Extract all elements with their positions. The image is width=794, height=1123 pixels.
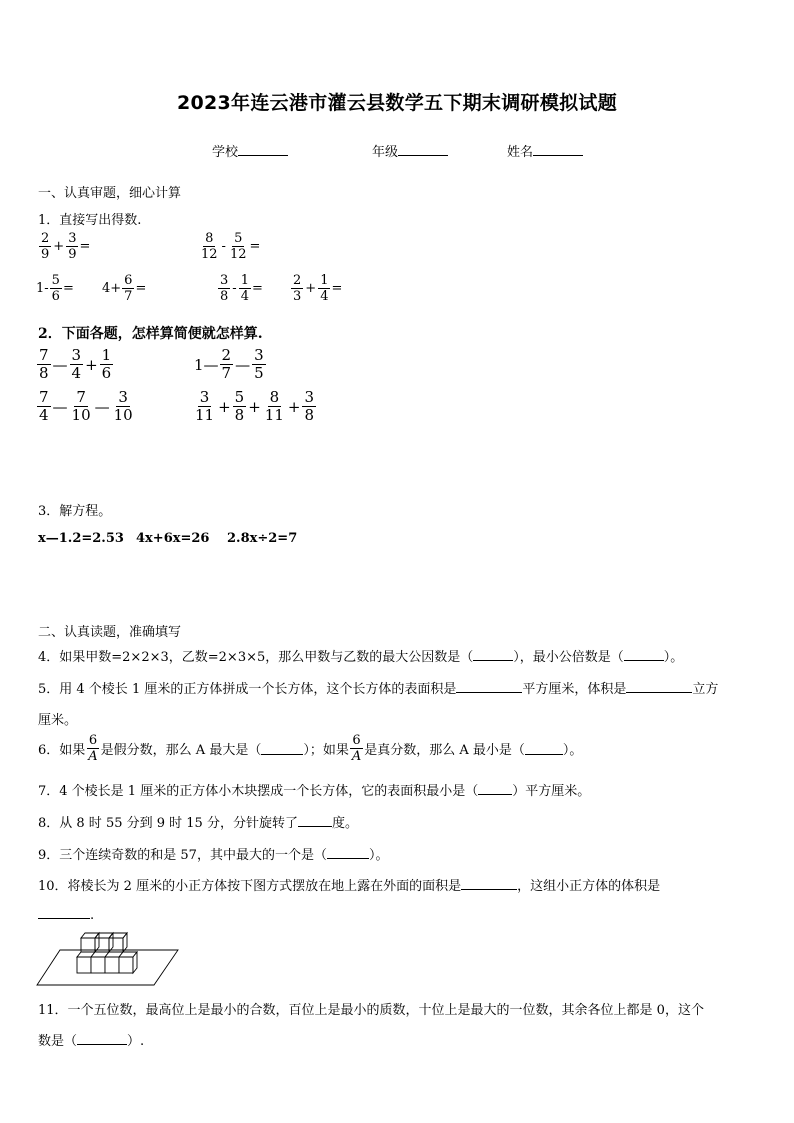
q1-item-a xyxy=(38,232,90,261)
fraction xyxy=(70,348,84,381)
operator: + xyxy=(85,355,98,374)
numerator: 7 xyxy=(39,346,49,364)
grade-blank[interactable] xyxy=(398,143,448,156)
numerator: 7 xyxy=(76,388,86,406)
equals-sign: = xyxy=(249,239,261,254)
denominator: 3 xyxy=(293,289,302,304)
q5-text: 5．用 4 个棱长 1 厘米的正方体拼成一个长方体，这个长方体的表面积是 xyxy=(38,682,457,697)
q7-text: 7．4 个棱长是 1 厘米的正方体小木块摆成一个长方体，它的表面积最小是（ xyxy=(38,784,479,799)
fraction xyxy=(37,348,51,381)
fraction xyxy=(100,348,114,381)
denominator: 4 xyxy=(39,406,49,424)
q11-text: ）. xyxy=(127,1034,145,1049)
numerator: 3 xyxy=(199,388,210,406)
q6-text: 是假分数，那么 A 最大是（ xyxy=(100,743,262,758)
operator: - xyxy=(232,281,237,296)
fraction xyxy=(239,274,251,303)
numerator: 6 xyxy=(124,273,133,288)
numerator: 1 xyxy=(240,273,249,288)
denominator: 11 xyxy=(195,406,215,424)
fraction xyxy=(199,232,220,261)
q2-item-b xyxy=(194,348,267,381)
fraction xyxy=(218,274,230,303)
fraction xyxy=(233,390,247,423)
answer-blank[interactable] xyxy=(38,906,90,919)
q6-text: ）；如果 xyxy=(303,743,349,758)
page-title: 2023年连云港市灌云县数学五下期末调研模拟试题 xyxy=(176,92,618,114)
operator: + xyxy=(287,397,301,416)
q1-label: 1．直接写出得数. xyxy=(38,213,142,228)
answer-blank[interactable] xyxy=(261,742,303,755)
q2-label: 2．下面各题，怎样算简便就怎样算. xyxy=(38,326,263,342)
equals-sign: = xyxy=(135,281,147,296)
q3-label: 3．解方程。 xyxy=(38,504,112,519)
prefix: 1- xyxy=(36,281,49,296)
section1-heading: 一、认真审题，细心计算 xyxy=(38,186,182,201)
numerator: 2 xyxy=(41,231,50,246)
denominator: 12 xyxy=(229,247,247,262)
name-label: 姓名 xyxy=(507,145,534,160)
numerator: 8 xyxy=(269,388,280,406)
fraction xyxy=(318,274,330,303)
grade-label: 年级 xyxy=(372,145,399,160)
operator: — xyxy=(52,355,68,374)
q9-text: ）。 xyxy=(368,848,389,863)
fraction xyxy=(302,390,316,423)
numerator: 5 xyxy=(234,231,243,246)
numerator: 3 xyxy=(254,346,264,364)
answer-blank[interactable] xyxy=(525,742,563,755)
q3-equation-3: 2.8x÷2=7 xyxy=(227,531,298,546)
q5-text: 立方 xyxy=(692,682,719,697)
q1-item-c xyxy=(36,274,74,303)
q1-item-f xyxy=(290,274,342,303)
answer-blank[interactable] xyxy=(77,1032,127,1045)
operator: + xyxy=(248,397,261,416)
question-7 xyxy=(38,780,590,799)
q5-continuation: 厘米。 xyxy=(38,713,78,728)
denominator: 11 xyxy=(264,406,284,424)
denominator: 7 xyxy=(124,289,133,304)
q11-text: 数是（ xyxy=(38,1034,78,1049)
denominator: 8 xyxy=(304,406,315,424)
question-10 xyxy=(38,875,660,894)
question-4 xyxy=(38,646,683,665)
operator: - xyxy=(221,239,226,254)
q8-text: 度。 xyxy=(331,816,358,831)
operator: + xyxy=(218,397,231,416)
q1-item-e xyxy=(217,274,263,303)
denominator: 4 xyxy=(240,289,249,304)
operator: — xyxy=(235,355,251,374)
equals-sign: = xyxy=(251,281,263,296)
answer-blank[interactable] xyxy=(456,680,522,693)
q2-item-a xyxy=(36,348,114,381)
denominator: 9 xyxy=(68,247,77,262)
fraction xyxy=(86,734,99,763)
fraction xyxy=(39,232,51,261)
denominator: A xyxy=(351,749,362,764)
q10-continuation xyxy=(38,906,94,923)
denominator: 8 xyxy=(39,364,49,382)
q2-item-d xyxy=(192,390,317,423)
denominator: 4 xyxy=(320,289,329,304)
numerator: 3 xyxy=(118,388,128,406)
numerator: 1 xyxy=(320,273,329,288)
denominator: 6 xyxy=(101,364,112,382)
denominator: 10 xyxy=(71,406,91,424)
denominator: 10 xyxy=(113,406,133,424)
denominator: 8 xyxy=(234,406,245,424)
answer-blank[interactable] xyxy=(473,648,513,661)
school-field[interactable] xyxy=(212,141,288,160)
question-11: 11．一个五位数，最高位上是最小的合数，百位上是最小的质数，十位上是最大的一位数，其余各位上都是 0，这个 xyxy=(38,1003,704,1018)
q1-item-d xyxy=(102,274,146,303)
denominator: 5 xyxy=(254,364,264,382)
fraction xyxy=(252,348,266,381)
numerator: 6 xyxy=(352,733,361,748)
numerator: 3 xyxy=(68,231,77,246)
q7-text: ）平方厘米。 xyxy=(512,784,591,799)
numerator: 6 xyxy=(88,733,98,748)
name-blank[interactable] xyxy=(533,143,583,156)
fraction xyxy=(112,390,135,423)
fraction xyxy=(263,390,286,423)
school-blank[interactable] xyxy=(238,143,288,156)
answer-blank[interactable] xyxy=(327,846,369,859)
answer-blank[interactable] xyxy=(624,648,664,661)
fraction xyxy=(193,390,216,423)
denominator: 8 xyxy=(220,289,229,304)
numerator: 2 xyxy=(293,273,302,288)
denominator: 6 xyxy=(51,289,60,304)
denominator: 4 xyxy=(71,364,82,382)
prefix: 1— xyxy=(194,355,219,374)
numerator: 1 xyxy=(101,346,112,364)
answer-blank[interactable] xyxy=(298,814,332,827)
prefix: 4+ xyxy=(102,281,122,296)
equals-sign: = xyxy=(79,239,91,254)
fraction xyxy=(37,390,51,423)
operator: — xyxy=(52,397,68,416)
denominator: 9 xyxy=(41,247,50,262)
denominator: 12 xyxy=(201,247,218,262)
denominator: 7 xyxy=(221,364,232,382)
numerator: 3 xyxy=(71,346,82,364)
fraction xyxy=(50,274,62,303)
question-8 xyxy=(38,812,358,831)
q10-text: . xyxy=(90,908,95,923)
denominator: A xyxy=(88,749,98,764)
fraction xyxy=(291,274,303,303)
grade-field[interactable] xyxy=(372,141,448,160)
cubes-diagram xyxy=(36,928,182,988)
q2-item-c xyxy=(36,390,136,423)
school-label: 学校 xyxy=(212,145,239,160)
numerator: 3 xyxy=(220,273,229,288)
numerator: 5 xyxy=(51,273,60,288)
q10-text: ，这组小正方体的体积是 xyxy=(517,879,661,894)
fraction xyxy=(70,390,93,423)
q3-equation-2: 4x+6x=26 xyxy=(136,531,210,546)
answer-blank[interactable] xyxy=(626,680,692,693)
q1-item-b xyxy=(198,232,260,261)
q6-text: ）。 xyxy=(562,743,583,758)
q4-text: ），最小公倍数是（ xyxy=(513,650,624,665)
question-9 xyxy=(38,844,388,863)
q10-text: 10．将棱长为 2 厘米的小正方体按下图方式摆放在地上露在外面的面积是 xyxy=(38,879,462,894)
operator: — xyxy=(94,397,110,416)
q6-text: 是真分数，那么 A 最小是（ xyxy=(364,743,525,758)
question-6 xyxy=(38,734,582,763)
operator: + xyxy=(305,281,317,296)
name-field[interactable] xyxy=(507,141,583,160)
q4-text: ）。 xyxy=(663,650,684,665)
fraction xyxy=(228,232,249,261)
fraction xyxy=(66,232,78,261)
equals-sign: = xyxy=(62,281,74,296)
numerator: 5 xyxy=(234,388,245,406)
fraction xyxy=(350,734,363,763)
answer-blank[interactable] xyxy=(461,877,517,890)
numerator: 7 xyxy=(39,388,49,406)
numerator: 8 xyxy=(205,231,214,246)
q8-text: 8．从 8 时 55 分到 9 时 15 分，分针旋转了 xyxy=(38,816,298,831)
numerator: 2 xyxy=(221,346,232,364)
section2-heading: 二、认真读题，准确填写 xyxy=(38,625,182,640)
question-5 xyxy=(38,678,718,697)
q11-continuation xyxy=(38,1030,144,1049)
fraction xyxy=(220,348,234,381)
cube-bottom-4 xyxy=(119,952,137,973)
fraction xyxy=(122,274,134,303)
q4-text: 4．如果甲数=2×2×3，乙数=2×3×5，那么甲数与乙数的最大公因数是（ xyxy=(38,650,474,665)
q3-equation-1: x—1.2=2.53 xyxy=(38,531,124,546)
equals-sign: = xyxy=(331,281,343,296)
q5-text: 平方厘米，体积是 xyxy=(522,682,627,697)
q6-text: 6．如果 xyxy=(38,743,86,758)
numerator: 3 xyxy=(304,388,315,406)
answer-blank[interactable] xyxy=(478,782,512,795)
q9-text: 9．三个连续奇数的和是 57，其中最大的一个是（ xyxy=(38,848,327,863)
operator: + xyxy=(53,239,65,254)
